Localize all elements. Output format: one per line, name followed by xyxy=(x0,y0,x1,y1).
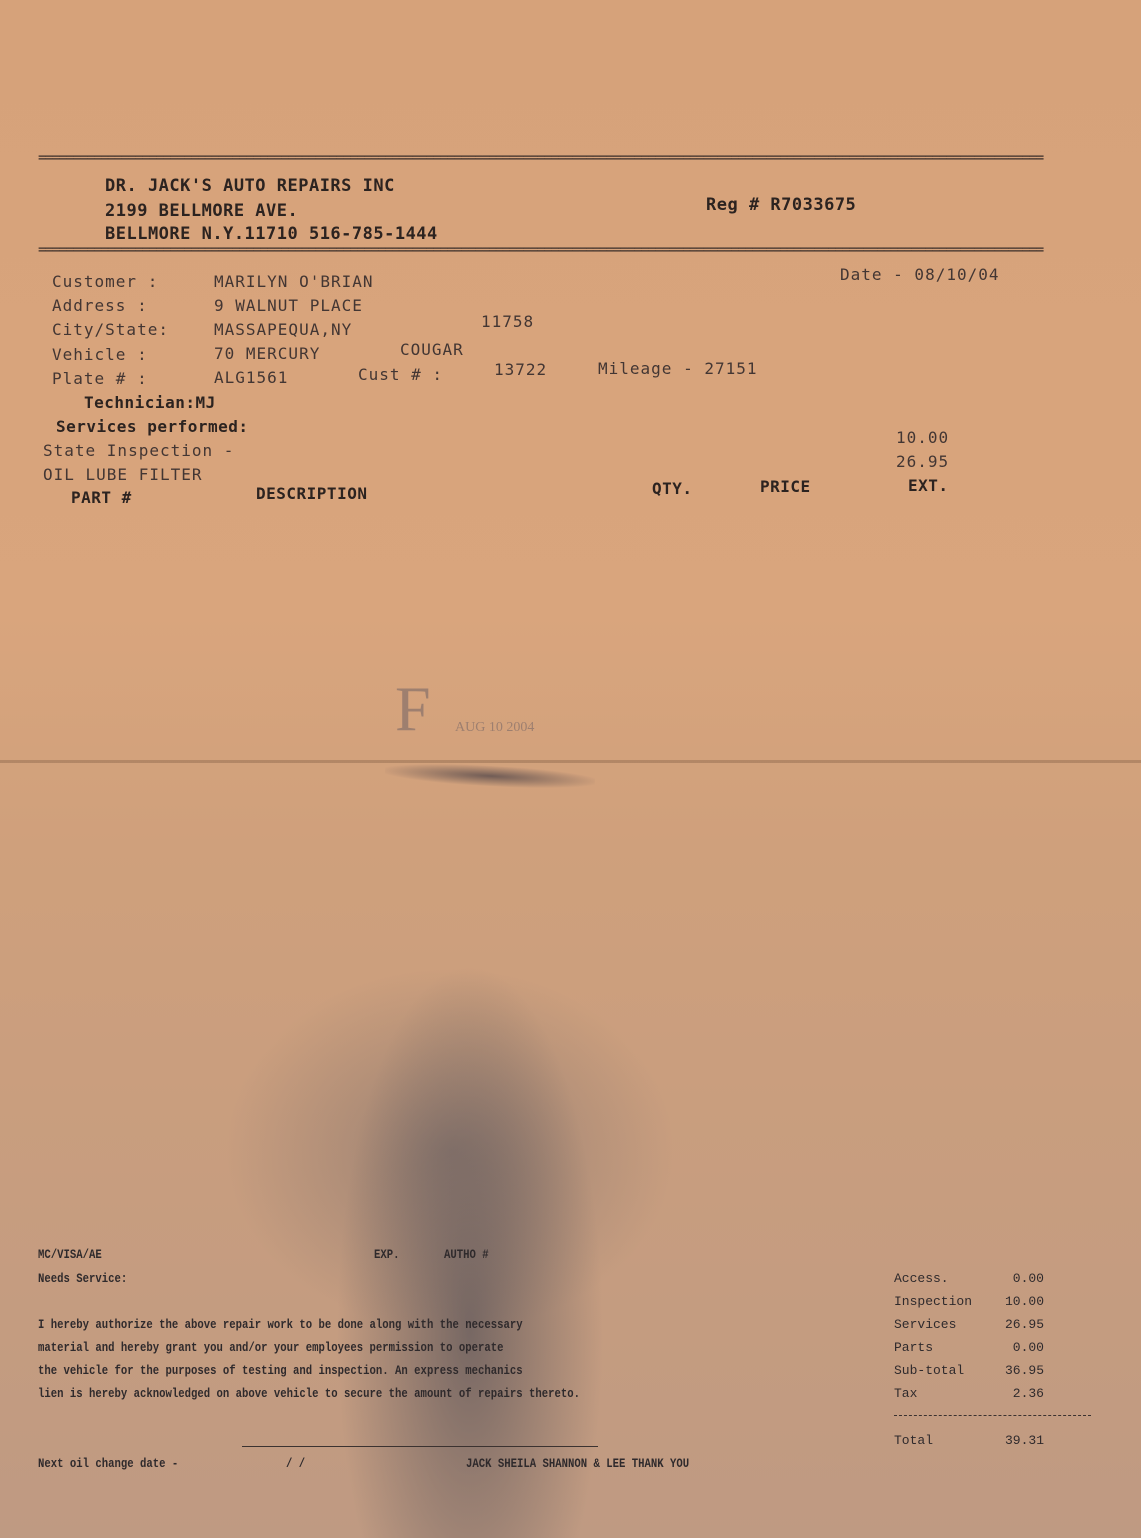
customer-address: 9 WALNUT PLACE xyxy=(214,296,363,315)
next-oil-change-label: Next oil change date - xyxy=(38,1457,179,1471)
column-qty: QTY. xyxy=(652,479,693,498)
plate-number: ALG1561 xyxy=(214,368,289,387)
totals-value: 10.00 xyxy=(1004,1294,1044,1309)
customer-name: MARILYN O'BRIAN xyxy=(214,272,374,291)
registration-number: Reg # R7033675 xyxy=(706,195,857,215)
signature-line xyxy=(242,1446,598,1447)
totals-label: Sub-total xyxy=(894,1363,965,1378)
needs-service-label: Needs Service: xyxy=(38,1272,128,1286)
service-amount: 10.00 xyxy=(896,428,950,447)
totals-value: 36.95 xyxy=(1004,1363,1044,1378)
faded-stamp xyxy=(395,672,565,752)
totals-label: Access. xyxy=(894,1271,949,1286)
column-part: PART # xyxy=(71,488,132,507)
technician: Technician:MJ xyxy=(84,393,216,412)
customer-zip: 11758 xyxy=(481,312,535,331)
shop-city-phone: BELLMORE N.Y.11710 516-785-1444 xyxy=(105,224,438,244)
authorization-line: material and hereby grant you and/or your employees permission to operate xyxy=(38,1341,504,1355)
totals-label: Tax xyxy=(894,1386,918,1401)
total-value: 39.31 xyxy=(1004,1433,1044,1448)
stamp-letter: F xyxy=(395,673,431,744)
column-description: DESCRIPTION xyxy=(256,484,368,503)
next-oil-change-date: / / xyxy=(286,1457,306,1471)
ink-smudge xyxy=(385,761,596,792)
address-label: Address : xyxy=(52,296,148,315)
total-label: Total xyxy=(894,1433,934,1448)
authorization-line: I hereby authorize the above repair work to be done along with the necessary xyxy=(38,1318,523,1332)
fold-crease xyxy=(0,760,1141,763)
totals-divider xyxy=(894,1415,1091,1416)
service-name: State Inspection - xyxy=(43,441,235,460)
mileage: Mileage - 27151 xyxy=(598,359,758,378)
vehicle-label: Vehicle : xyxy=(52,345,148,364)
totals-value: 0.00 xyxy=(1012,1340,1044,1355)
authorization-line: lien is hereby acknowledged on above vehicle to secure the amount of repairs thereto. xyxy=(38,1387,580,1401)
autho-label: AUTHO # xyxy=(444,1248,489,1262)
cust-number: 13722 xyxy=(494,360,548,379)
column-ext: EXT. xyxy=(908,476,949,495)
exp-label: EXP. xyxy=(374,1248,400,1262)
service-amount: 26.95 xyxy=(896,452,950,471)
authorization-line: the vehicle for the purposes of testing and inspection. An express mechanics xyxy=(38,1364,523,1378)
totals-value: 2.36 xyxy=(1012,1386,1044,1401)
vehicle-model: COUGAR xyxy=(400,340,464,359)
totals-label: Parts xyxy=(894,1340,934,1355)
header-bottom-rule: ================================================================================================================================================= xyxy=(38,242,1043,258)
vehicle-value: 70 MERCURY xyxy=(214,344,321,363)
totals-value: 26.95 xyxy=(1004,1317,1044,1332)
cust-number-label: Cust # : xyxy=(358,365,444,384)
totals-label: Inspection xyxy=(894,1294,973,1309)
top-rule: ================================================================================================================================================= xyxy=(38,150,1043,166)
shop-name: DR. JACK'S AUTO REPAIRS INC xyxy=(105,176,395,196)
shop-address: 2199 BELLMORE AVE. xyxy=(105,201,299,221)
card-type-label: MC/VISA/AE xyxy=(38,1248,102,1262)
column-price: PRICE xyxy=(760,477,811,496)
services-header: Services performed: xyxy=(56,417,249,436)
customer-city-state: MASSAPEQUA,NY xyxy=(214,320,353,339)
city-state-label: City/State: xyxy=(52,320,169,339)
thank-you-message: JACK SHEILA SHANNON & LEE THANK YOU xyxy=(466,1457,690,1471)
stamp-date: AUG 10 2004 xyxy=(455,720,535,735)
invoice-date: Date - 08/10/04 xyxy=(840,265,1000,284)
customer-label: Customer : xyxy=(52,272,159,291)
plate-label: Plate # : xyxy=(52,369,148,388)
totals-value: 0.00 xyxy=(1012,1271,1044,1286)
totals-label: Services xyxy=(894,1317,957,1332)
service-name: OIL LUBE FILTER xyxy=(43,465,203,484)
